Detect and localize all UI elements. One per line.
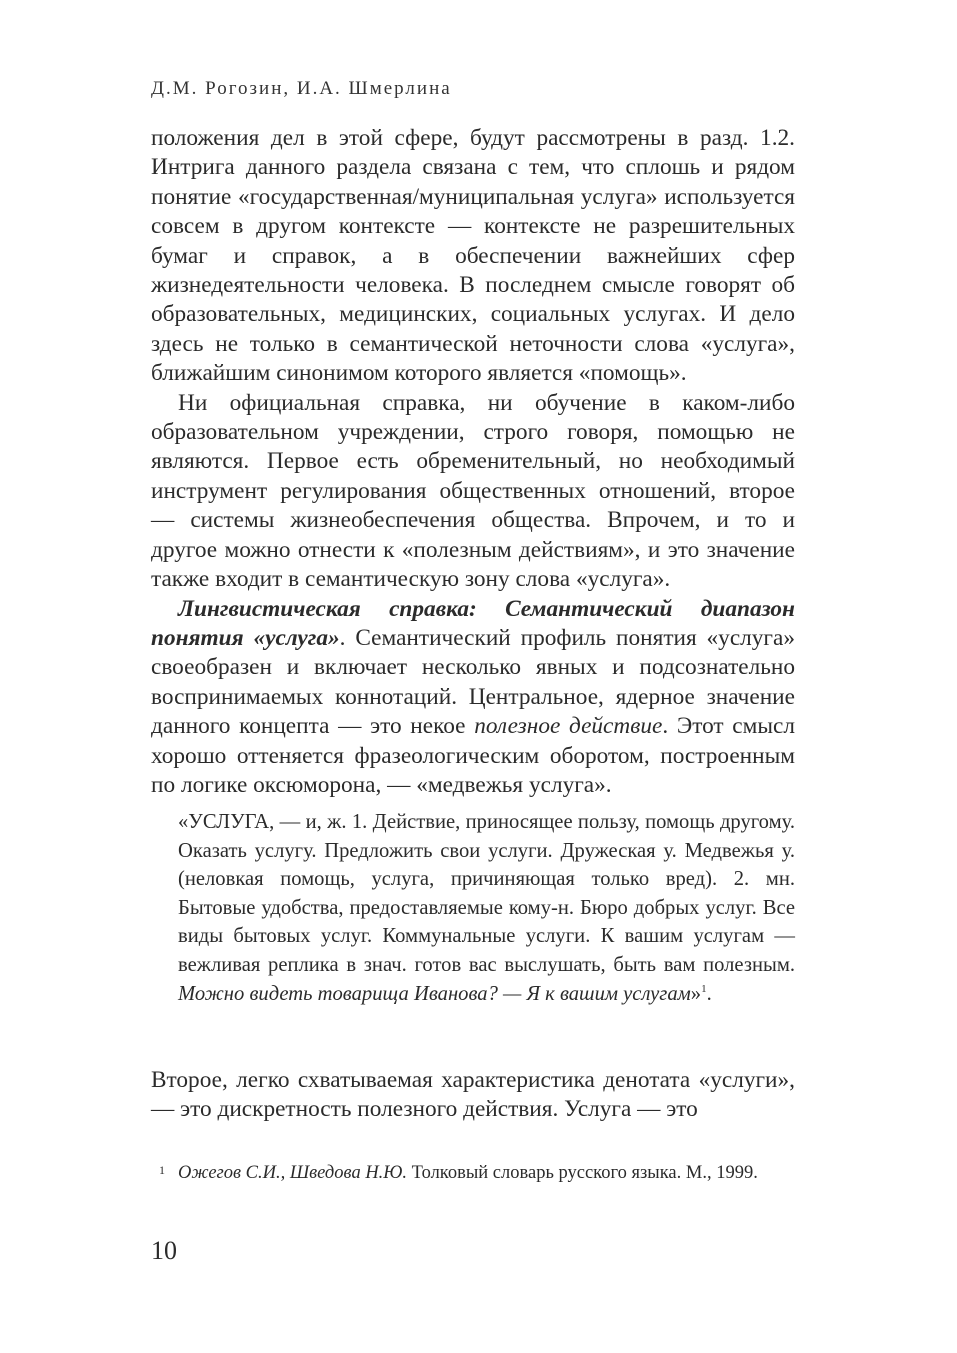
dictionary-quote (178, 808, 795, 1008)
continuation-text (151, 1066, 795, 1125)
linguistic-note-heading: Лингвистическая справка: Семантический диапазон понятия «услуга» (151, 595, 795, 651)
quote-text: «УСЛУГА, — и, ж. 1. Действие, приносящее пользу, помощь другому. Оказать услугу. Предложить свои услуги. Дружеская у. Медвежья у. (неловкая помощь, услуга, причиняющая только вред). 2. мн. Бытовые удобства, предоставляемые кому-н. Бюро добрых услуг. Все виды бытовых услуг. Коммунальные услуги. К вашим услугам — вежливая реплика в знач. готов вас выслушать, быть вам полезным. (178, 811, 795, 976)
paragraph-3-text-a: . Семантический профиль понятия «услуга» своеобразен и включает несколько явных и подсознательно воспринимаемых коннотаций. Центральное, ядерное значение данного концепта — это некое (151, 624, 795, 740)
footnote-marker: 1 (159, 1163, 165, 1177)
footnote-text: Толковый словарь русского языка. М., 1999. (407, 1163, 758, 1183)
quote-paragraph (178, 808, 795, 1008)
paragraph-2: Ни официальная справка, ни обучение в каком-либо образовательном учреждении, строго говоря, помощью не являются. Первое есть обременительный, но необходимый инструмент регулирования общественных отношений, второе — системы жизнеобеспечения общества. Впрочем, и то и другое можно отнести к «полезным действиям», и это значение также входит в семантическую зону слова «услуга». (151, 389, 795, 593)
footnote (151, 1160, 795, 1186)
paragraph-1: положения дел в этой сфере, будут рассмотрены в разд. 1.2. Интрига данного раздела связана с тем, что сплошь и рядом понятие «государственная/муниципальная услуга» используется совсем в другом контексте — контексте не разрешительных бумаг и справок, а в обеспечении важнейших сфер жизнедеятельности человека. В последнем смысле говорят об образовательных, медицинских, социальных услугах. И дело здесь не только в семантической неточности слова «услуга», ближайшим синонимом которого является «помощь». (151, 125, 795, 387)
footnote-reference[interactable]: 1 (701, 982, 707, 995)
main-text (151, 124, 795, 800)
running-head: Д.М. Рогозин, И.А. Шмерлина (151, 78, 452, 99)
footnote-authors: Ожегов С.И., Шведова Н.Ю. (178, 1163, 408, 1183)
page-number: 10 (151, 1236, 177, 1265)
footnote-entry (151, 1160, 795, 1186)
paragraph-3-italic: полезное действие (474, 713, 663, 740)
quote-closing: » (690, 982, 702, 1005)
quote-italic: Можно видеть товарища Иванова? — Я к вашим услугам (178, 982, 691, 1005)
paragraph-4: Второе, легко схватываемая характеристика денотата «услуги», — это дискретность полезного действия. Услуга — это (151, 1067, 795, 1123)
paragraph-3-text-b: . Этот смысл хорошо оттеняется фразеологическим оборотом, построенным по логике оксюморона, — «медвежья услуга». (151, 713, 795, 798)
quote-end: . (706, 982, 712, 1005)
paragraph-3 (151, 595, 795, 801)
